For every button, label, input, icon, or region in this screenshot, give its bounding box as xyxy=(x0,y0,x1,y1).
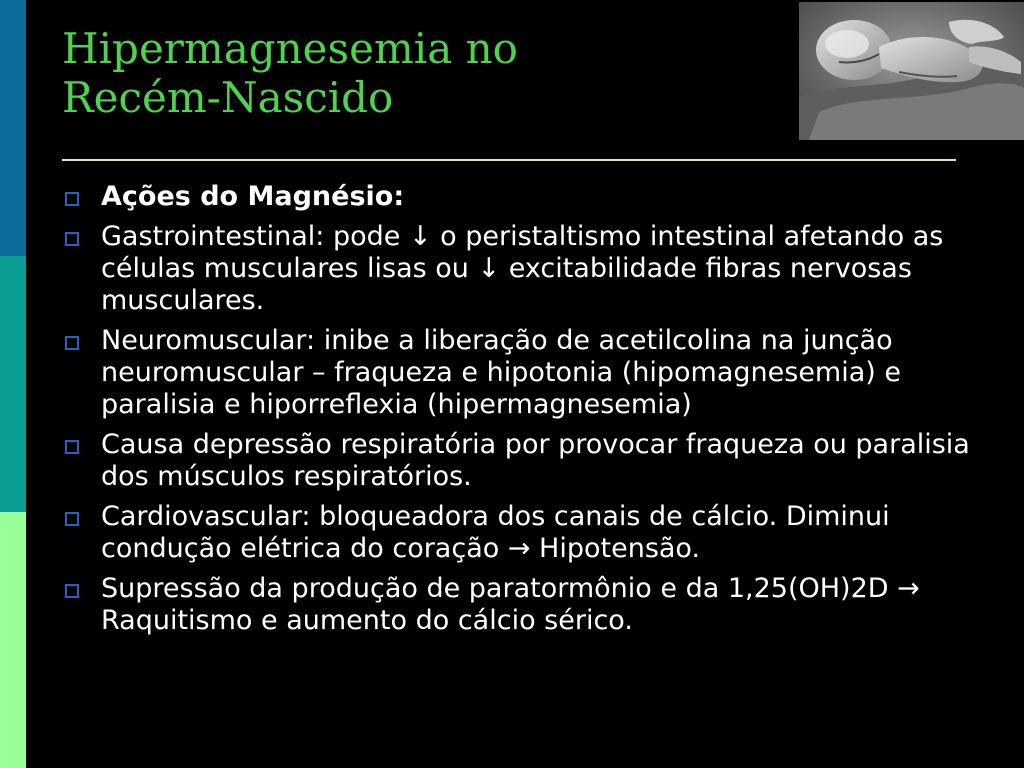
bullet-item xyxy=(62,325,1012,421)
bullet-text: Cardiovascular: bloqueadora dos canais de cálcio. Diminui condução elétrica do coração → Hipotensão. xyxy=(101,501,890,564)
bullet-item xyxy=(62,573,1012,637)
square-bullet-icon xyxy=(65,584,79,598)
bullet-text: Gastrointestinal: pode ↓ o peristaltismo intestinal afetando as células musculares lisas ou ↓ excitabilidade fibras nervosas musculares. xyxy=(101,221,944,316)
bullet-text: Neuromuscular: inibe a liberação de acetilcolina na junção neuromuscular – fraqueza e hipotonia (hipomagnesemia) e paralisia e hiporreflexia (hipermagnesemia) xyxy=(101,325,902,420)
bullet-item xyxy=(62,221,1012,317)
bullet-item xyxy=(62,501,1012,565)
bullet-item xyxy=(62,181,1012,213)
side-band-middle xyxy=(0,256,26,512)
bullet-text: Supressão da produção de paratormônio e da 1,25(OH)2D → Raquitismo e aumento do cálcio sérico. xyxy=(101,573,920,636)
title-line-1: Hipermagnesemia no xyxy=(62,24,518,73)
slide-title xyxy=(62,24,762,122)
bullet-item xyxy=(62,429,1012,493)
bullet-text: Ações do Magnésio: xyxy=(101,181,405,212)
square-bullet-icon xyxy=(65,192,79,206)
title-divider xyxy=(62,159,956,161)
newborn-photo xyxy=(799,2,1024,140)
side-band-top xyxy=(0,0,26,256)
newborn-in-hands-image xyxy=(799,2,1024,140)
square-bullet-icon xyxy=(65,512,79,526)
square-bullet-icon xyxy=(65,232,79,246)
side-band-bottom xyxy=(0,512,26,768)
title-line-2: Recém-Nascido xyxy=(62,73,394,122)
bullet-text: Causa depressão respiratória por provocar fraqueza ou paralisia dos músculos respiratórios. xyxy=(101,429,970,492)
square-bullet-icon xyxy=(65,440,79,454)
bullet-list xyxy=(62,181,1012,645)
square-bullet-icon xyxy=(65,336,79,350)
